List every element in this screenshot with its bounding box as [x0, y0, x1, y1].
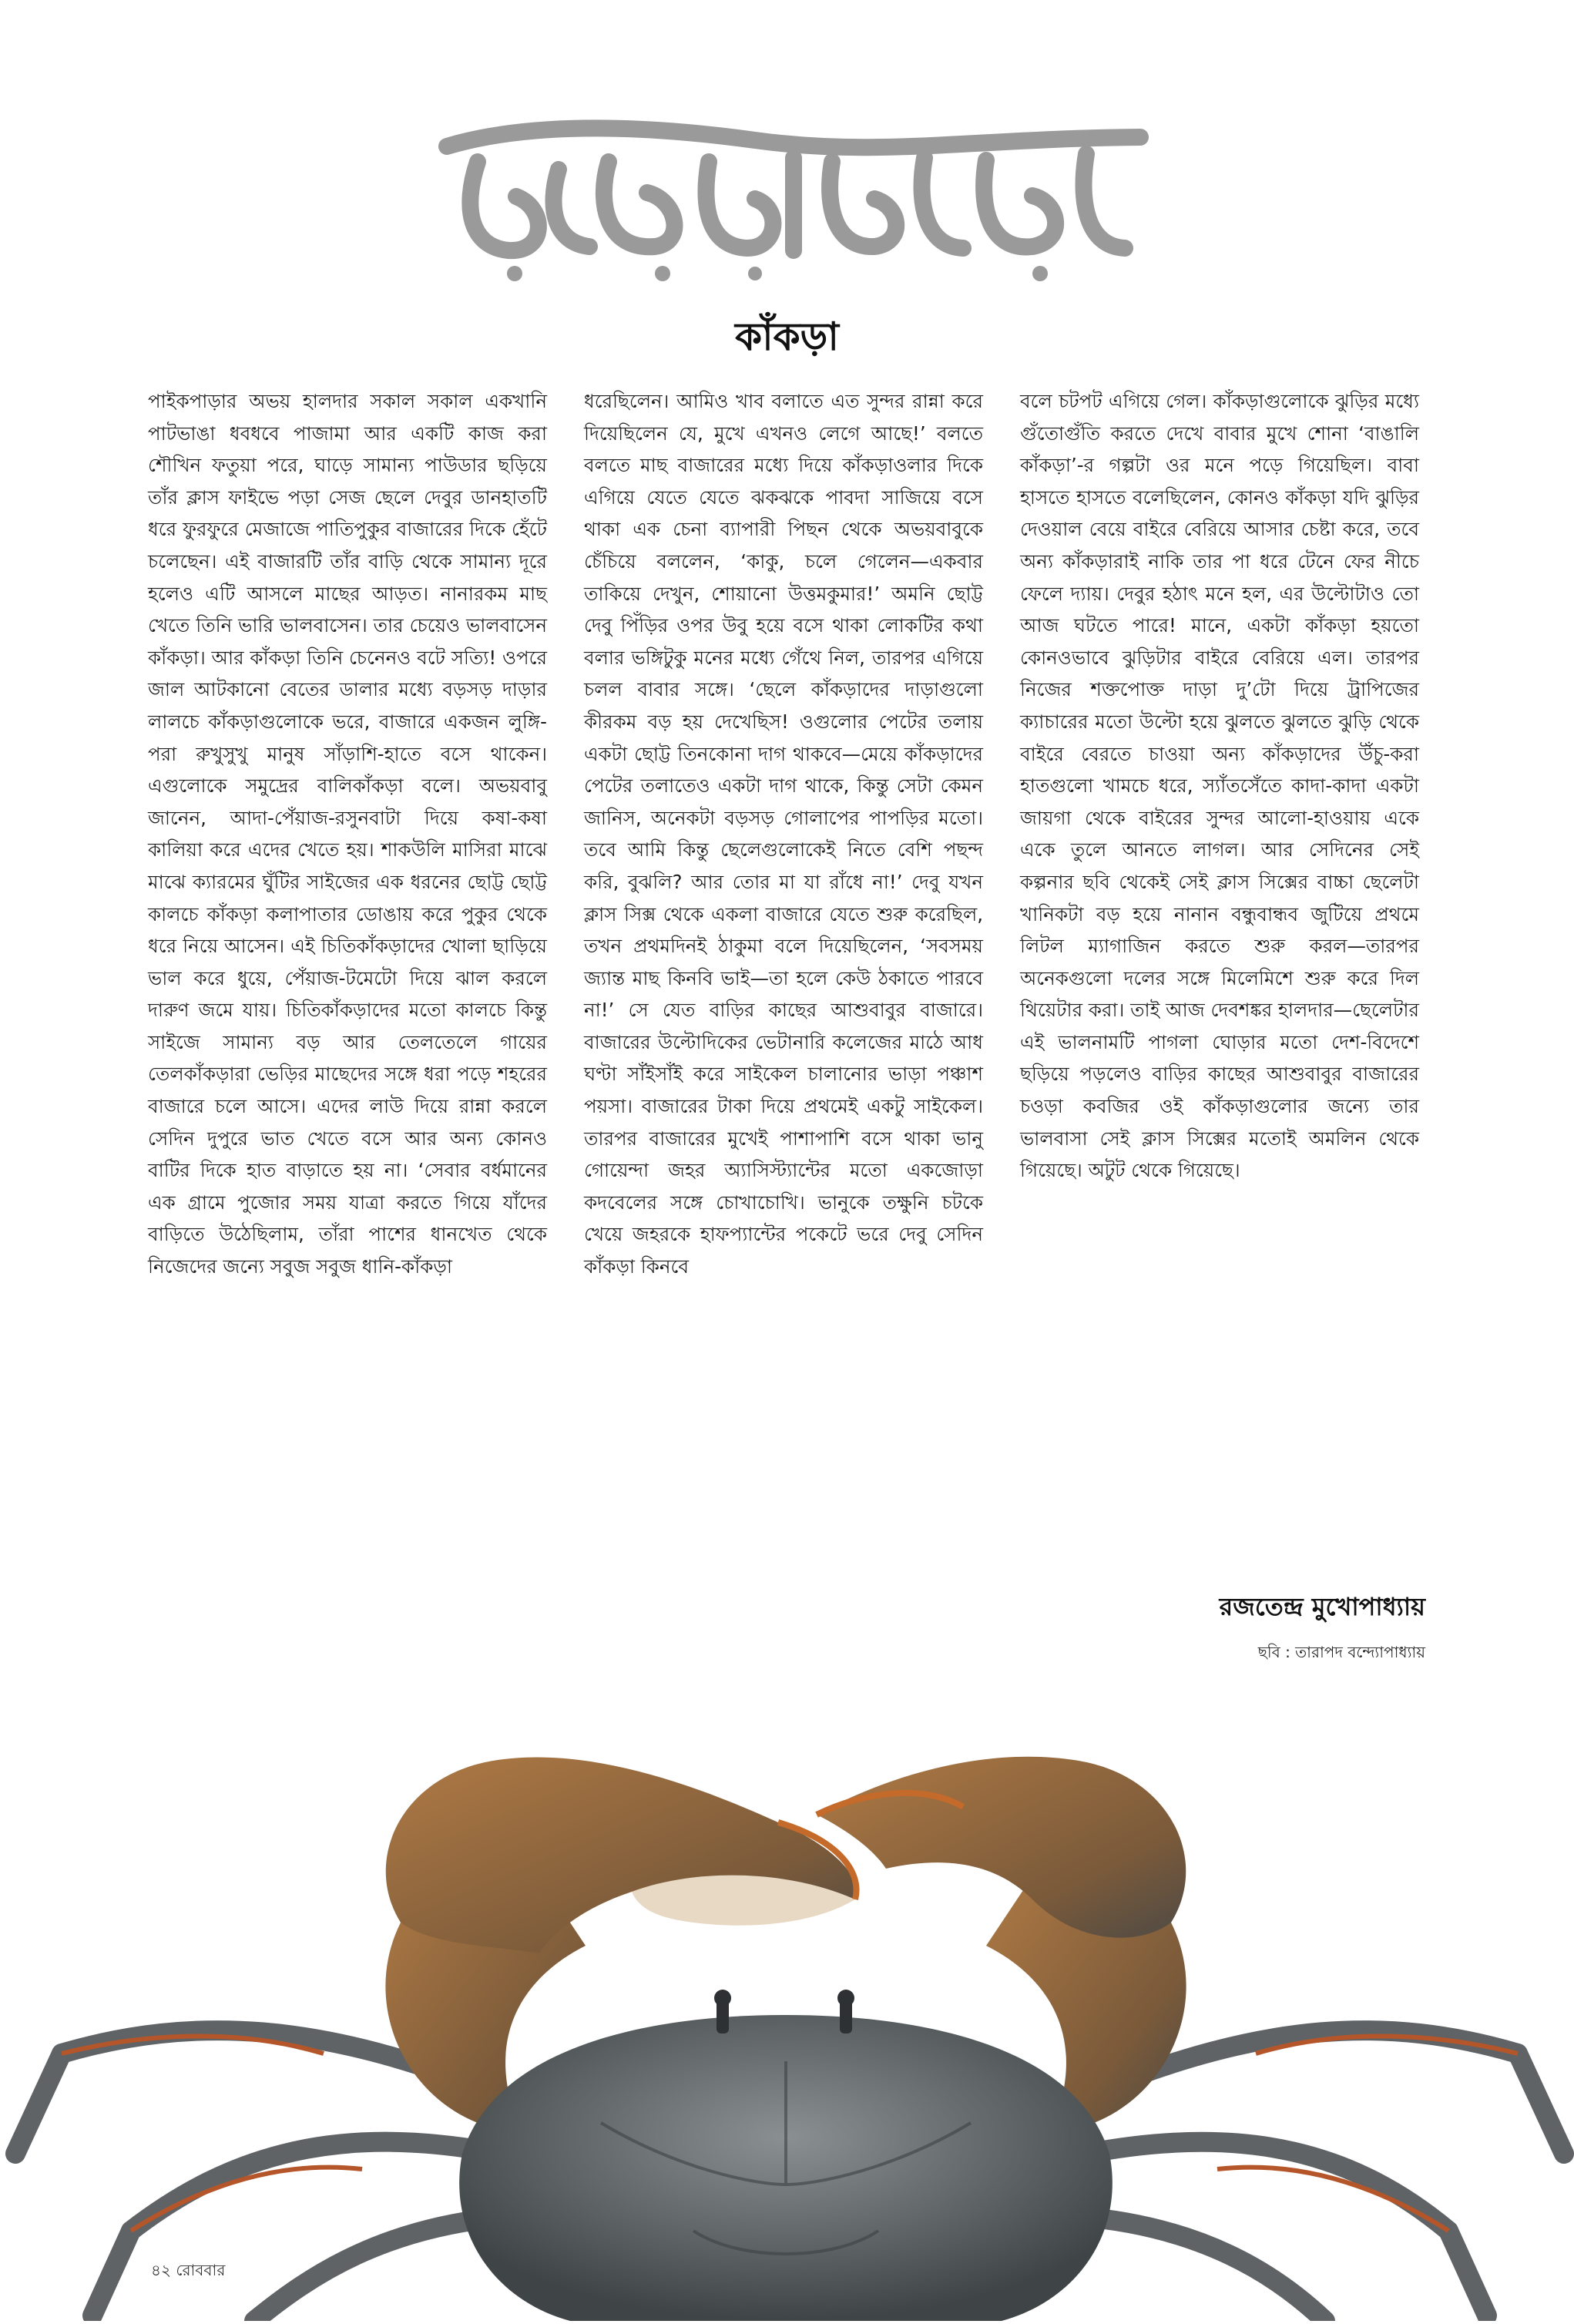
masthead-calligraphy [431, 116, 1156, 293]
article-column-1 [148, 385, 547, 1283]
crab-photo [0, 1691, 1574, 2321]
article-column-2 [584, 385, 983, 1283]
column-2-text: ধরেছিলেন। আমিও খাব বলাতে এত সুন্দর রান্না করে দিয়েছিলেন যে, মুখে এখনও লেগে আছে!’ বলতে বলতে মাছ বাজারের মধ্যে দিয়ে কাঁকড়াওলার দিকে এগিয়ে যেতে যেতে ঝকঝকে পাবদা সাজিয়ে বসে থাকা এক চেনা ব্যাপারী পিছন থেকে অভয়বাবুকে চেঁচিয়ে বললেন, ‘কাকু, চলে গেলেন—একবার তাকিয়ে দেখুন, শোয়ানো উত্তমকুমার!’ অমনি ছোট্ট দেবু পিঁড়ির ওপর উবু হয়ে বসে থাকা লোকটির কথা বলার ভঙ্গিটুকু মনের মধ্যে গেঁথে নিল, তারপর এগিয়ে চলল বাবার সঙ্গে। ‘ছেলে কাঁকড়াদের দাড়াগুলো কীরকম বড় হয় দেখেছিস! ওগুলোর পেটের তলায় একটা ছোট্ট তিনকোনা দাগ থাকবে—মেয়ে কাঁকড়াদের পেটের তলাতেও একটা দাগ থাকে, কিন্তু সেটা কেমন জানিস, অনেকটা বড়সড় গোলাপের পাপড়ির মতো। তবে আমি কিন্তু ছেলেগুলোকেই নিতে বেশি পছন্দ করি, বুঝলি? আর তোর মা যা রাঁধে না!’ দেবু যখন ক্লাস সিক্স থেকে একলা বাজারে যেতে শুরু করেছিল, তখন প্রথমদিনই ঠাকুমা বলে দিয়েছিলেন, ‘সবসময় জ্যান্ত মাছ কিনবি ভাই—তা হলে কেউ ঠকাতে পারবে না!’ সে যেত বাড়ির কাছের আশুবাবুর বাজারে। বাজারের উল্টোদিকের ভেটানারি কলেজের মাঠে আধ ঘণ্টা সাঁইসাঁই করে সাইকেল চালানোর ভাড়া পঞ্চাশ পয়সা। বাজারের টাকা দিয়ে প্রথমেই একটু সাইকেল। তারপর বাজারের মুখেই পাশাপাশি বসে থাকা ভানু গোয়েন্দা জহর অ্যাসিস্ট্যান্টের মতো একজোড়া কদবেলের সঙ্গে চোখাচোখি। ভানুকে তক্ষুনি চটকে খেয়ে জহরকে হাফপ্যান্টের পকেটে ভরে দেবু সেদিন কাঁকড়া কিনবে [584, 390, 983, 1278]
section-title: কাঁকড়া [735, 314, 839, 359]
column-3-text: বলে চটপট এগিয়ে গেল। কাঁকড়াগুলোকে ঝুড়ির মধ্যে গুঁতোগুঁতি করতে দেখে বাবার মুখে শোনা ‘বাঙালি কাঁকড়া’-র গল্পটা ওর মনে পড়ে গিয়েছিল। বাবা হাসতে হাসতে বলেছিলেন, কোনও কাঁকড়া যদি ঝুড়ির দেওয়াল বেয়ে বাইরে বেরিয়ে আসার চেষ্টা করে, তবে অন্য কাঁকড়ারাই নাকি তার পা ধরে টেনে ফের নীচে ফেলে দ্যায়। দেবুর হঠাৎ মনে হল, এর উল্টোটাও তো আজ ঘটতে পারে! মানে, একটা কাঁকড়া হয়তো কোনওভাবে ঝুড়িটার বাইরে বেরিয়ে এল। তারপর নিজের শক্তপোক্ত দাড়া দু’টো দিয়ে ট্রাপিজের ক্যাচারের মতো উল্টো হয়ে ঝুলতে ঝুলতে ঝুড়ি থেকে বাইরে বেরতে চাওয়া অন্য কাঁকড়াদের উঁচু-করা হাতগুলো খামচে ধরে, স্যাঁতসেঁতে কাদা-কাদা একটা জায়গা থেকে বাইরের সুন্দর আলো-হাওয়ায় একে একে তুলে আনতে লাগল। আর সেদিনের সেই কল্পনার ছবি থেকেই সেই ক্লাস সিক্সের বাচ্চা ছেলেটা খানিকটা বড় হয়ে নানান বন্ধুবান্ধব জুটিয়ে প্রথমে লিটল ম্যাগাজিন করতে শুরু করল—তারপর অনেকগুলো দলের সঙ্গে মিলেমিশে শুরু করে দিল থিয়েটার করা। তাই আজ দেবশঙ্কর হালদার—ছেলেটার এই ভালনামটি পাগলা ঘোড়ার মতো দেশ-বিদেশে ছড়িয়ে পড়লেও বাড়ির কাছের আশুবাবুর বাজারের চওড়া কবজির ওই কাঁকড়াগুলোর জন্যে তার ভালবাসা সেই ক্লাস সিক্সের মতোই অমলিন থেকে গিয়েছে। অটুট থেকে গিয়েছে। [1020, 390, 1419, 1182]
photo-credit: ছবি : তারাপদ বন্দ্যোপাধ্যায় [1257, 1643, 1425, 1661]
page-folio: ৪২ রোববার [151, 2261, 226, 2279]
masthead-logo [431, 116, 1156, 293]
column-1-text: পাইকপাড়ার অভয় হালদার সকাল সকাল একখানি পাটভাঙা ধবধবে পাজামা আর একটি কাজ করা শৌখিন ফতুয়া পরে, ঘাড়ে সামান্য পাউডার ছড়িয়ে তাঁর ক্লাস ফাইভে পড়া সেজ ছেলে দেবুর ডানহাতটি ধরে ফুরফুরে মেজাজে পাতিপুকুর বাজারের দিকে হেঁটে চলেছেন। এই বাজারটি তাঁর বাড়ি থেকে সামান্য দূরে হলেও এটি আসলে মাছের আড়ত। নানারকম মাছ খেতে তিনি ভারি ভালবাসেন। তার চেয়েও ভালবাসেন কাঁকড়া। আর কাঁকড়া তিনি চেনেনও বটে সত্যি! ওপরে জাল আটকানো বেতের ডালার মধ্যে বড়সড় দাড়ার লালচে কাঁকড়াগুলোকে ভরে, বাজারে একজন লুঙ্গি-পরা রুখুসুখু মানুষ সাঁড়াশি-হাতে বসে থাকেন। এগুলোকে সমুদ্রের বালিকাঁকড়া বলে। অভয়বাবু জানেন, আদা-পেঁয়াজ-রসুনবাটা দিয়ে কষা-কষা কালিয়া করে এদের খেতে হয়। শাকউলি মাসিরা মাঝে মাঝে ক্যারমের ঘুঁটির সাইজের এক ধরনের ছোট্ট ছোট্ট কালচে কাঁকড়া কলাপাতার ডোঙায় করে পুকুর থেকে ধরে নিয়ে আসেন। এই চিতিকাঁকড়াদের খোলা ছাড়িয়ে ভাল করে ধুয়ে, পেঁয়াজ-টমেটো দিয়ে ঝাল করলে দারুণ জমে যায়। চিতিকাঁকড়াদের মতো কালচে কিন্তু সাইজে সামান্য বড় আর তেলতেলে গায়ের তেলকাঁকড়ারা ভেড়ির মাছেদের সঙ্গে ধরা পড়ে শহরের বাজারে চলে আসে। এদের লাউ দিয়ে রান্না করলে সেদিন দুপুরে ভাত খেতে বসে আর অন্য কোনও বাটির দিকে হাত বাড়াতে হয় না। ‘সেবার বর্ধমানের এক গ্রামে পুজোর সময় যাত্রা করতে গিয়ে যাঁদের বাড়িতে উঠেছিলাম, তাঁরা পাশের ধানখেত থেকে নিজেদের জন্যে সবুজ সবুজ ধানি-কাঁকড়া [148, 390, 547, 1278]
article-columns [148, 385, 1419, 1283]
crab-illustration [0, 1691, 1574, 2321]
author-byline: রজতেন্দ্র মুখোপাধ্যায় [1219, 1592, 1425, 1621]
article-column-3 [1020, 385, 1419, 1283]
